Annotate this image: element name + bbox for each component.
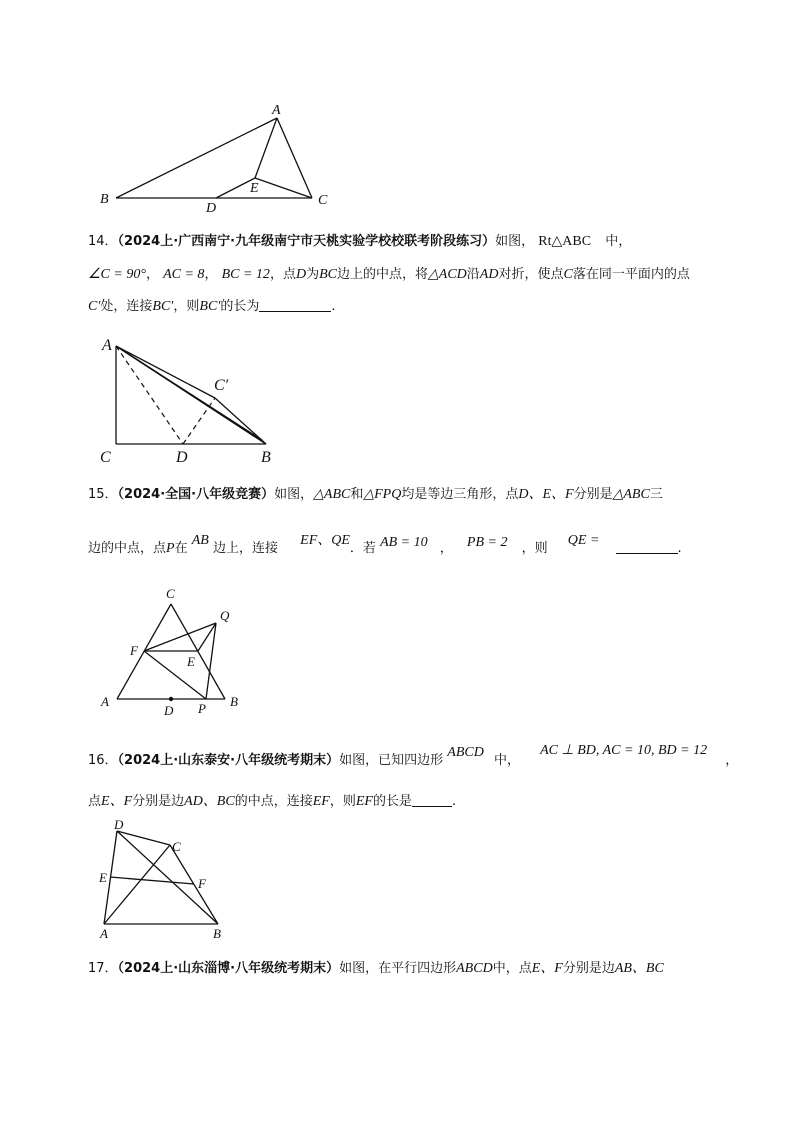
label-C: C (172, 839, 181, 854)
label-Q: Q (220, 608, 230, 623)
label-D: D (176, 449, 188, 466)
question-source: （2024上·山东泰安·八年级统考期末） (117, 753, 340, 768)
figure-q15 (0, 580, 800, 720)
figure-q13 (0, 0, 800, 220)
label-B: B (100, 192, 109, 207)
label-C: C (318, 193, 328, 208)
q16-line-1: 16．（2024上·山东泰安·八年级统考期末）如图，已知四边形 ABCD 中， AC ⊥ BD, AC = 10, BD = 12 ， (88, 743, 739, 768)
question-source: （2024上·山东淄博·八年级统考期末） (117, 961, 340, 976)
question-number: 17． (88, 961, 118, 976)
label-E: E (187, 654, 195, 669)
label-D: D (164, 703, 174, 718)
label-B: B (261, 449, 271, 466)
question-number: 16． (88, 753, 118, 768)
label-F: F (130, 643, 138, 658)
question-number: 15． (88, 487, 118, 502)
figure-q14 (0, 330, 800, 470)
label-C: C (166, 586, 175, 601)
math-rt-abc: Rt△ABC (538, 234, 592, 249)
q14-line-1: 14．（2024上·广西南宁·九年级南宁市天桃实验学校校联考阶段练习）如图， Rt△ABC 中， (88, 234, 632, 249)
label-C-prime: C′ (214, 377, 229, 394)
label-E: E (99, 870, 107, 885)
question-source: （2024·全国·八年级竞赛） (117, 487, 275, 502)
label-D: D (206, 201, 217, 216)
q14-line-3: C′处，连接BC′，则BC′的长为 . (88, 299, 336, 314)
answer-blank[interactable] (259, 299, 331, 312)
question-number: 14． (88, 234, 118, 249)
label-B: B (213, 926, 221, 941)
label-D: D (114, 817, 124, 832)
label-B: B (230, 694, 238, 709)
label-C: C (100, 449, 111, 466)
label-E: E (250, 181, 259, 196)
answer-blank[interactable] (616, 541, 678, 554)
label-F: F (198, 876, 206, 891)
q16-line-2: 点E、F分别是边AD、BC的中点，连接EF，则EF的长是 . (88, 794, 457, 809)
label-P: P (198, 701, 206, 716)
label-A: A (102, 337, 112, 354)
q15-line-1: 15．（2024·全国·八年级竞赛）如图，△ABC和△FPQ均是等边三角形，点D、E、F分别是△ABC三 (88, 487, 663, 502)
question-source: （2024上·广西南宁·九年级南宁市天桃实验学校校联考阶段练习） (117, 234, 496, 249)
answer-blank[interactable] (412, 794, 452, 807)
label-A: A (272, 103, 281, 118)
q15-line-2: 边的中点，点P在 AB 边上，连接 EF、QE．若 AB = 10 ， PB = 2 ，则 QE = . (88, 533, 682, 556)
figure-q16 (0, 815, 800, 945)
q17-line-1: 17．（2024上·山东淄博·八年级统考期末）如图，在平行四边形ABCD中，点E、F分别是边AB、BC (88, 961, 664, 976)
point-D (169, 697, 173, 701)
q14-line-2: ∠C = 90°， AC = 8， BC = 12，点D为BC边上的中点，将△ACD沿AD对折，使点C落在同一平面内的点 (88, 267, 690, 282)
label-A: A (101, 694, 109, 709)
label-A: A (100, 926, 108, 941)
